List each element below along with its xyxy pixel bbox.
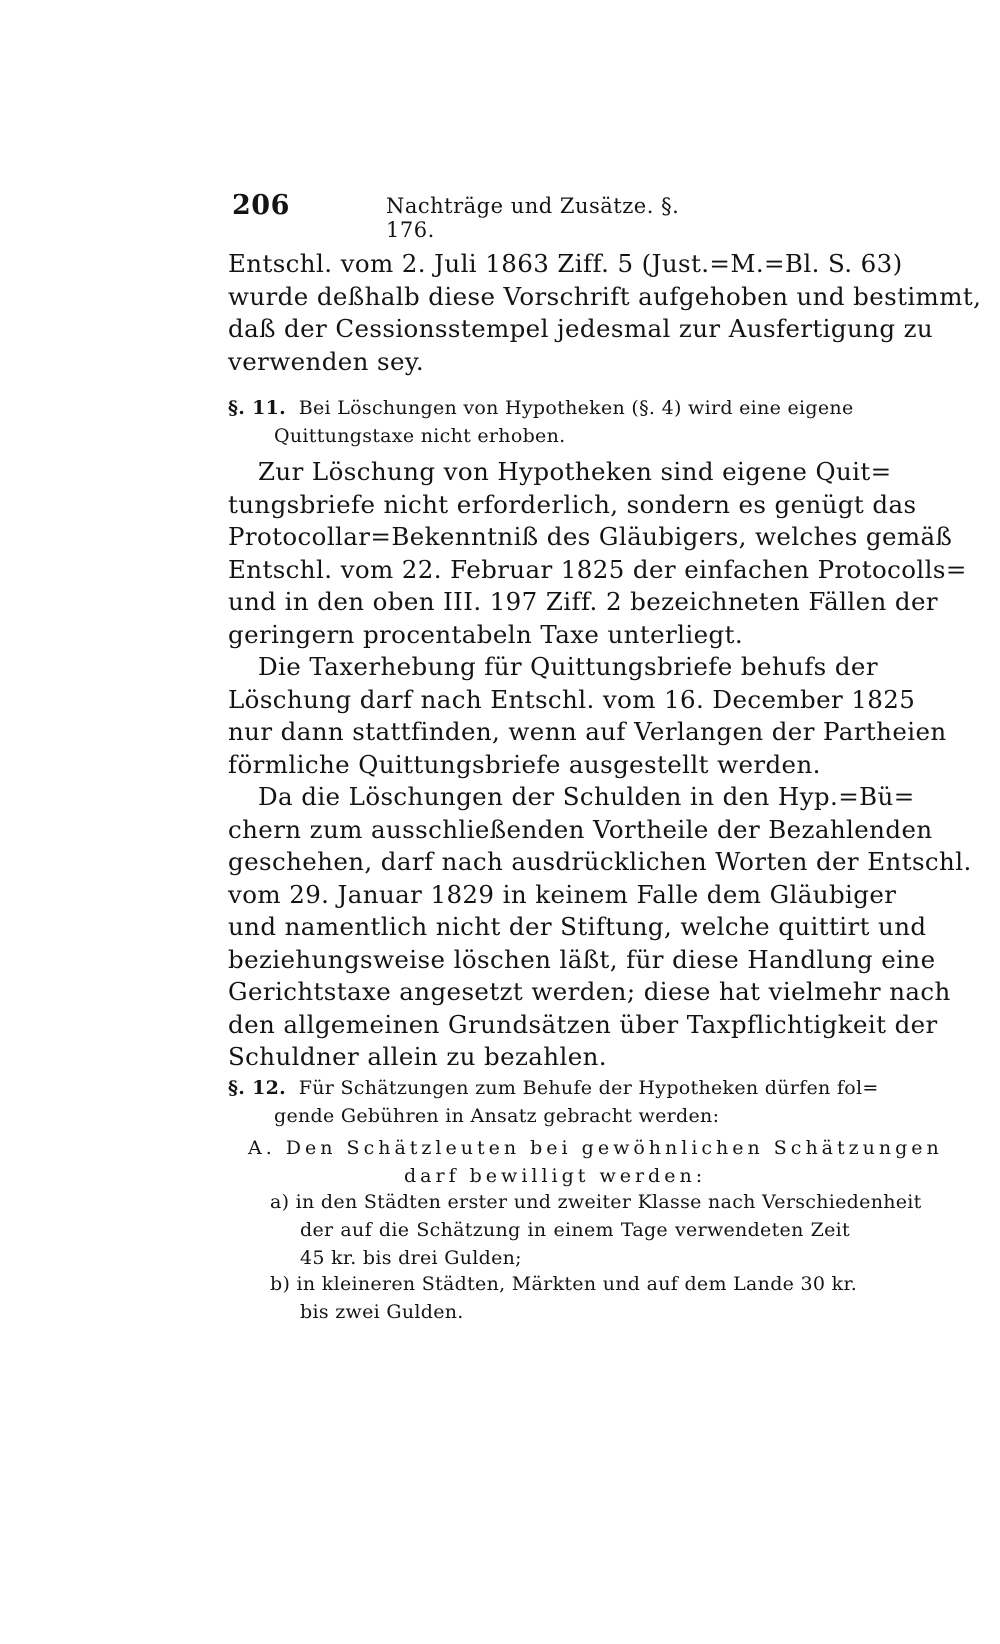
text-line: verwenden sey. [228, 346, 425, 376]
text-line: Da die Löschungen der Schulden in den Hyp.=Bü= [258, 782, 915, 811]
text-line: vom 29. Januar 1829 in keinem Falle dem Gläubiger [228, 879, 897, 909]
text-line: Schuldner allein zu bezahlen. [228, 1042, 607, 1071]
text-line: förmliche Quittungsbriefe ausgestellt werden. [228, 749, 821, 779]
section-11-text: Bei Löschungen von Hypotheken (§. 4) wird eine eigene [298, 397, 854, 419]
running-head: Nachträge und Zusätze. §. 176. [386, 194, 680, 242]
text-line: chern zum ausschließenden Vortheile der Bezahlenden [228, 814, 933, 844]
text-line: Protocollar=Bekenntniß des Gläubigers, welches gemäß [228, 522, 953, 551]
section-11-line [228, 394, 852, 422]
item-a-line: 45 kr. bis drei Gulden; [300, 1247, 522, 1269]
text-line: tungsbriefe nicht erforderlich, sondern es genügt das [228, 489, 917, 519]
text-line: nur dann stattfinden, wenn auf Verlangen der Partheien [228, 717, 947, 746]
text-line: Zur Löschung von Hypotheken sind eigene Quit= [258, 457, 892, 486]
item-b-line: b) in kleineren Städten, Märkten und auf dem Lande 30 kr. [270, 1273, 858, 1295]
item-a-heading [248, 1134, 943, 1190]
text-line: und namentlich nicht der Stiftung, welche quittirt und [228, 912, 927, 941]
text-line: beziehungsweise löschen läßt, für diese Handlung eine [228, 944, 936, 974]
item-b-line: bis zwei Gulden. [300, 1301, 464, 1323]
section-12-line: gende Gebühren in Ansatz gebracht werden: [274, 1105, 720, 1127]
text-line: Die Taxerhebung für Quittungsbriefe behufs der [258, 652, 878, 681]
text-line: und in den oben III. 197 Ziff. 2 bezeichneten Fällen der [228, 587, 939, 616]
paragraph-taxerhebung [228, 651, 947, 781]
paragraph-loeschung [228, 456, 967, 651]
text-line: Gerichtstaxe angesetzt werden; diese hat vielmehr nach [228, 977, 951, 1006]
section-12-text: Für Schätzungen zum Behufe der Hypotheken dürfen fol= [298, 1077, 879, 1099]
text-line: den allgemeinen Grundsätzen über Taxpflichtigkeit der [228, 1009, 938, 1039]
section-11-line: Quittungstaxe nicht erhoben. [274, 425, 566, 447]
section-mark: §. 12. [228, 1077, 287, 1099]
text-line: Entschl. vom 2. Juli 1863 Ziff. 5 (Just.=M.=Bl. S. 63) [228, 249, 903, 278]
item-a-list [270, 1188, 922, 1272]
section-mark: §. 11. [228, 397, 287, 419]
item-a-line: a) in den Städten erster und zweiter Klasse nach Verschiedenheit [270, 1191, 922, 1213]
text-line: geringern procentabeln Taxe unterliegt. [228, 619, 744, 649]
section-12 [228, 1074, 879, 1130]
paragraph-cession-stamp [228, 248, 982, 378]
item-a-heading-line: A. Den Schätzleuten bei gewöhnlichen Schätzungen [248, 1137, 943, 1159]
item-a-line: der auf die Schätzung in einem Tage verwendeten Zeit [300, 1219, 850, 1241]
section-11 [228, 394, 852, 450]
paragraph-schulden [228, 781, 972, 1074]
item-b-list [270, 1270, 858, 1326]
item-a-heading-line: darf bewilligt werden: [404, 1165, 707, 1187]
text-line: wurde deßhalb diese Vorschrift aufgehoben und bestimmt, [228, 281, 982, 311]
page-header [232, 190, 692, 242]
section-12-line [228, 1074, 879, 1102]
text-line: daß der Cessionsstempel jedesmal zur Ausfertigung zu [228, 314, 934, 343]
text-line: geschehen, darf nach ausdrücklichen Worten der Entschl. [228, 847, 972, 876]
page-number: 206 [232, 190, 290, 221]
text-line: Entschl. vom 22. Februar 1825 der einfachen Protocolls= [228, 554, 967, 584]
text-line: Löschung darf nach Entschl. vom 16. December 1825 [228, 684, 916, 714]
